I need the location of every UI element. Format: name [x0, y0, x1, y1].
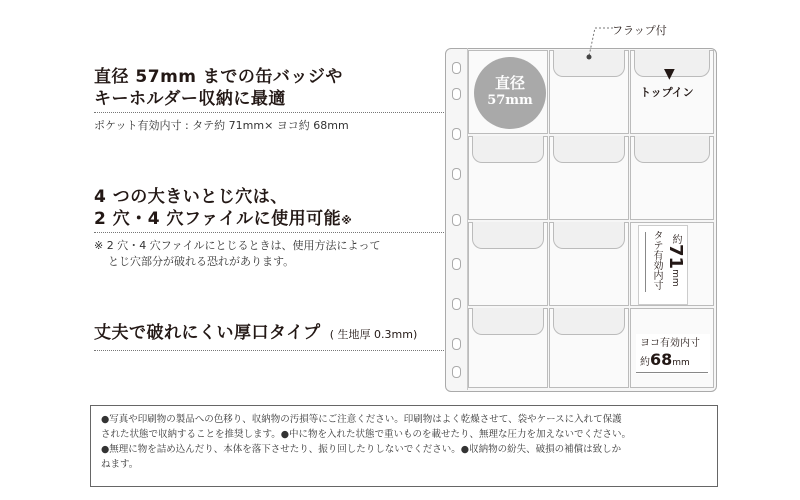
flap: [553, 136, 625, 163]
feature1-title-line1: 直径 57mm までの缶バッジや: [94, 67, 343, 87]
notice-box: [90, 405, 718, 487]
height-value: 71: [665, 244, 686, 270]
height-unit: mm: [670, 269, 680, 287]
binder-hole: [452, 366, 461, 378]
feature2-title-line1: 4 つの大きいとじ穴は、: [94, 187, 288, 207]
feature3-sub: ( 生地厚 0.3mm): [329, 328, 418, 341]
height-dimension-box: [638, 225, 688, 305]
feature2-sub: [94, 238, 380, 270]
notice-line4: ねます。: [101, 459, 139, 470]
binder-hole: [452, 88, 461, 100]
width-label: ヨコ有効内寸: [640, 338, 700, 349]
width-dimension-line: [636, 372, 708, 373]
binder-hole: [452, 338, 461, 350]
flap: [472, 222, 544, 249]
diameter-badge: [474, 57, 546, 129]
feature2-title: [94, 186, 352, 232]
height-dimension-line: [645, 232, 646, 292]
top-in-label: トップイン: [640, 86, 694, 99]
width-dimension-box: [636, 334, 710, 374]
feature2-sub-line1: ※ 2 穴・4 穴ファイルにとじるときは、使用方法によって: [94, 239, 381, 252]
height-prefix: 約: [670, 234, 681, 244]
flap: [472, 136, 544, 163]
width-value: 68: [650, 350, 673, 369]
binder-hole: [452, 298, 461, 310]
top-in-arrow-icon: ▼: [664, 66, 675, 82]
feature2-leader: [94, 232, 456, 233]
binder-hole: [452, 214, 461, 226]
flap: [553, 308, 625, 335]
feature1-leader: [94, 112, 486, 113]
feature1-sub: ポケット有効内寸 : タテ約 71mm× ヨコ約 68mm: [94, 119, 349, 132]
binder-hole: [452, 258, 461, 270]
feature3-title: [94, 322, 417, 344]
binder-hole: [452, 128, 461, 140]
notice-line2: された状態で収納することを推奨します。●中に物を入れた状態で重いものを載せたり、無理な圧力を加えないでください。: [101, 429, 632, 440]
feature3-leader: [94, 350, 484, 351]
height-value-group: [665, 234, 686, 287]
binder-hole: [452, 62, 461, 74]
width-prefix: 約: [640, 357, 650, 368]
feature3-title-text: 丈夫で破れにくい厚口タイプ: [94, 323, 321, 343]
flap: [634, 136, 710, 163]
badge-line1: 直径: [494, 74, 525, 92]
flap-label: フラップ付: [612, 24, 667, 37]
flap-leader: [585, 26, 685, 62]
binder-hole: [452, 168, 461, 180]
feature1-title: [94, 66, 343, 110]
feature2-title-line2: 2 穴・4 穴ファイルに使用可能: [94, 209, 342, 229]
flap: [553, 222, 625, 249]
flap: [472, 308, 544, 335]
binder-strip: [445, 48, 468, 390]
badge-line2: 57mm: [487, 93, 533, 108]
notice-line3: ●無理に物を詰め込んだり、本体を落下させたり、振り回したりしないでください。●収納物の紛失、破損の補償は致しか: [101, 444, 622, 455]
notice-line1: ●写真や印刷物の製品への色移り、収納物の汚損等にご注意ください。印刷物はよく乾燥させて、袋やケースに入れて保護: [101, 414, 622, 425]
width-unit: mm: [672, 358, 690, 368]
height-label: タテ有効内寸: [651, 230, 662, 290]
feature1-title-line2: キーホルダー収納に最適: [94, 89, 286, 109]
width-value-group: [640, 350, 690, 369]
feature2-title-mark: ※: [341, 214, 353, 227]
feature2-sub-line2: とじ穴部分が破れる恐れがあります。: [108, 255, 295, 268]
